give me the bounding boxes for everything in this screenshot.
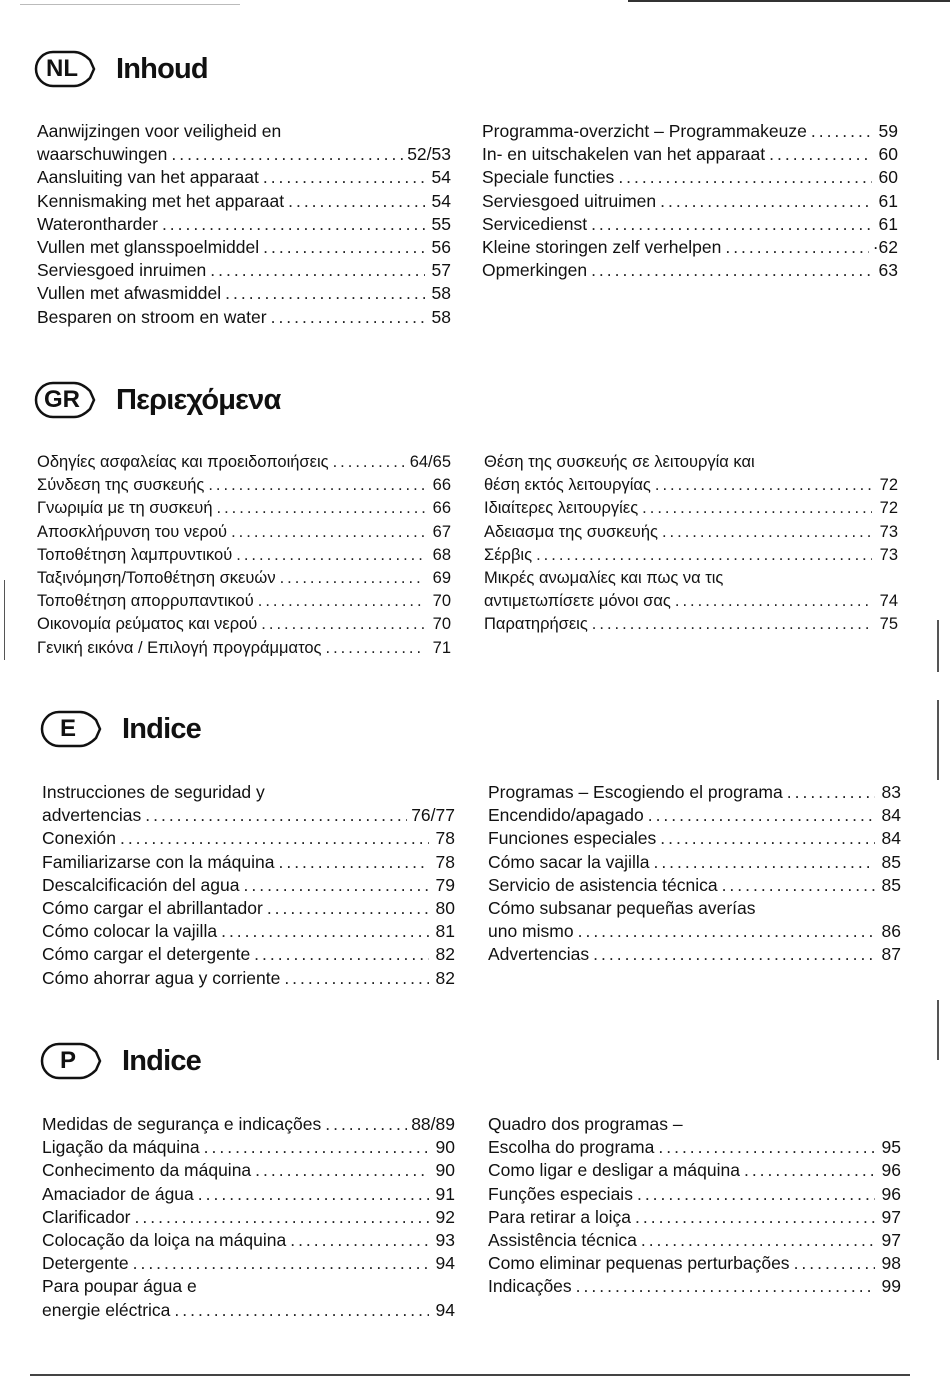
margin-mark — [937, 620, 939, 672]
margin-mark — [937, 700, 939, 780]
toc-entry: Familiarizarse con la máquina ..... 78 — [42, 851, 455, 874]
toc-entry: Οικονομία ρεύματος και νερού ..... 70 — [37, 613, 451, 636]
toc-entry: Kennismaking met het apparaat ..... 54 — [37, 190, 451, 213]
toc-entry: waarschuwingen ..... 52/53 — [37, 143, 451, 166]
toc-entry: Ιδιαίτερες λειτουργίες ..... 72 — [484, 497, 898, 520]
section-header — [34, 50, 208, 88]
toc-entry: Programas – Escogiendo el programa ..... 83 — [488, 781, 901, 804]
section-header — [40, 1042, 201, 1080]
toc-entry: Clarificador ..... 92 — [42, 1206, 455, 1229]
toc-entry: Μικρές ανωμαλίες και πως να τις — [484, 568, 724, 587]
toc-entry: Serviesgoed uitruimen ..... 61 — [482, 190, 898, 213]
toc-entry: Σέρβις ..... 73 — [484, 544, 898, 567]
toc-entry: Θέση της συσκευής σε λειτουργία και — [484, 453, 755, 471]
toc-left-column — [37, 120, 451, 329]
toc-entry: Conhecimento da máquina ..... 90 — [42, 1159, 455, 1182]
section-header — [34, 381, 281, 419]
toc-entry: Colocação da loiça na máquina ..... 93 — [42, 1229, 455, 1252]
section-title: Indice — [122, 1044, 201, 1077]
toc-entry: Besparen on stroom en water ..... 58 — [37, 306, 451, 329]
toc-entry: Advertencias ..... 87 — [488, 943, 901, 966]
section-title: Περιεχόμενα — [116, 383, 281, 416]
toc-entry: Παρατηρήσεις ..... 75 — [484, 613, 898, 636]
toc-entry: Aansluiting van het apparaat ..... 54 — [37, 166, 451, 189]
toc-entry: Funciones especiales ..... 84 — [488, 827, 901, 850]
toc-entry: Waterontharder ..... 55 — [37, 213, 451, 236]
toc-entry: Programma-overzicht – Programmakeuze ..... 59 — [482, 120, 898, 143]
badge-label: P — [59, 1047, 76, 1074]
toc-entry: Γενική εικόνα / Επιλογή προγράμματος ..... 71 — [37, 637, 451, 660]
toc-entry: Opmerkingen ..... 63 — [482, 259, 898, 282]
toc-entry: Para retirar a loiça ..... 97 — [488, 1206, 901, 1229]
toc-entry: Cómo cargar el detergente ..... 82 — [42, 943, 455, 966]
margin-mark — [937, 1000, 939, 1060]
section-title: Indice — [122, 712, 201, 745]
toc-entry: uno mismo ..... 86 — [488, 920, 901, 943]
toc-entry: Medidas de segurança e indicações ..... 88/89 — [42, 1113, 455, 1136]
toc-entry: Como eliminar pequenas perturbações ..... 98 — [488, 1252, 901, 1275]
toc-entry: Speciale functies ..... 60 — [482, 166, 898, 189]
toc-entry: Τοποθέτηση απορρυπαντικού ..... 70 — [37, 590, 451, 613]
toc-entry: Detergente ..... 94 — [42, 1252, 455, 1275]
toc-right-column — [484, 451, 898, 637]
language-badge — [34, 381, 96, 419]
toc-entry: Kleine storingen zelf verhelpen ..... ·62 — [482, 236, 898, 259]
toc-entry: Οδηγίες ασφαλείας και προειδοποιήσεις ..... 64/65 — [37, 451, 451, 474]
badge-label: E — [59, 715, 76, 742]
toc-entry: Para poupar água e — [42, 1276, 197, 1297]
toc-entry: αντιμετωπίσετε μόνοι σας ..... 74 — [484, 590, 898, 613]
toc-entry: In- en uitschakelen van het apparaat ..... 60 — [482, 143, 898, 166]
toc-entry: Servicio de asistencia técnica ..... 85 — [488, 874, 901, 897]
toc-right-column — [488, 1113, 901, 1299]
language-badge — [40, 710, 102, 748]
toc-entry: Funções especiais ..... 96 — [488, 1183, 901, 1206]
toc-entry: Quadro dos programas – — [488, 1114, 683, 1134]
toc-entry: Cómo cargar el abrillantador ..... 80 — [42, 897, 455, 920]
toc-right-column — [488, 781, 901, 967]
toc-entry: Assistência técnica ..... 97 — [488, 1229, 901, 1252]
badge-label: GR — [44, 386, 80, 413]
toc-entry: Servicedienst ..... 61 — [482, 213, 898, 236]
section-header — [40, 710, 201, 748]
badge-label: NL — [46, 55, 78, 82]
toc-entry: Instrucciones de seguridad y — [42, 782, 265, 802]
section-title: Inhoud — [116, 52, 208, 85]
toc-entry: Αποσκλήρυνση του νερού ..... 67 — [37, 521, 451, 544]
toc-entry: Ligação da máquina ..... 90 — [42, 1136, 455, 1159]
language-badge — [34, 50, 96, 88]
toc-entry: Cómo colocar la vajilla ..... 81 — [42, 920, 455, 943]
toc-right-column — [482, 120, 898, 282]
toc-entry: Vullen met glansspoelmiddel ..... 56 — [37, 236, 451, 259]
toc-left-column — [37, 451, 451, 660]
toc-entry: Vullen met afwasmiddel ..... 58 — [37, 282, 451, 305]
toc-entry: Como ligar e desligar a máquina ..... 96 — [488, 1159, 901, 1182]
toc-entry: energie eléctrica ..... 94 — [42, 1299, 455, 1322]
top-edge-line-left — [20, 4, 240, 5]
toc-entry: Cómo sacar la vajilla ..... 85 — [488, 851, 901, 874]
toc-left-column — [42, 781, 455, 990]
toc-entry: Amaciador de água ..... 91 — [42, 1183, 455, 1206]
toc-entry: Cómo ahorrar agua y corriente ..... 82 — [42, 967, 455, 990]
toc-entry: Conexión ..... 78 — [42, 827, 455, 850]
toc-entry: θέση εκτός λειτουργίας ..... 72 — [484, 474, 898, 497]
toc-entry: Cómo subsanar pequeñas averías — [488, 897, 756, 918]
margin-mark — [4, 580, 5, 660]
toc-entry: Aanwijzingen voor veiligheid en — [37, 121, 282, 141]
top-edge-line — [628, 0, 950, 2]
toc-entry: Τοποθέτηση λαμπρυντικού ..... 68 — [37, 544, 451, 567]
toc-entry: Σύνδεση της συσκευής ..... 66 — [37, 474, 451, 497]
toc-entry: Indicações ..... 99 — [488, 1275, 901, 1298]
language-badge — [40, 1042, 102, 1080]
toc-entry: advertencias ..... 76/77 — [42, 804, 455, 827]
toc-entry: Encendido/apagado ..... 84 — [488, 804, 901, 827]
bottom-edge-line — [30, 1374, 910, 1376]
toc-entry: Αδειασμα της συσκευής ..... 73 — [484, 521, 898, 544]
toc-entry: Γνωριμία με τη συσκευή ..... 66 — [37, 497, 451, 520]
toc-entry: Ταξινόμηση/Τοποθέτηση σκευών ..... 69 — [37, 567, 451, 590]
toc-entry: Descalcificación del agua ..... 79 — [42, 874, 455, 897]
toc-entry: Escolha do programa ..... 95 — [488, 1136, 901, 1159]
toc-left-column — [42, 1113, 455, 1322]
toc-entry: Serviesgoed inruimen ..... 57 — [37, 259, 451, 282]
